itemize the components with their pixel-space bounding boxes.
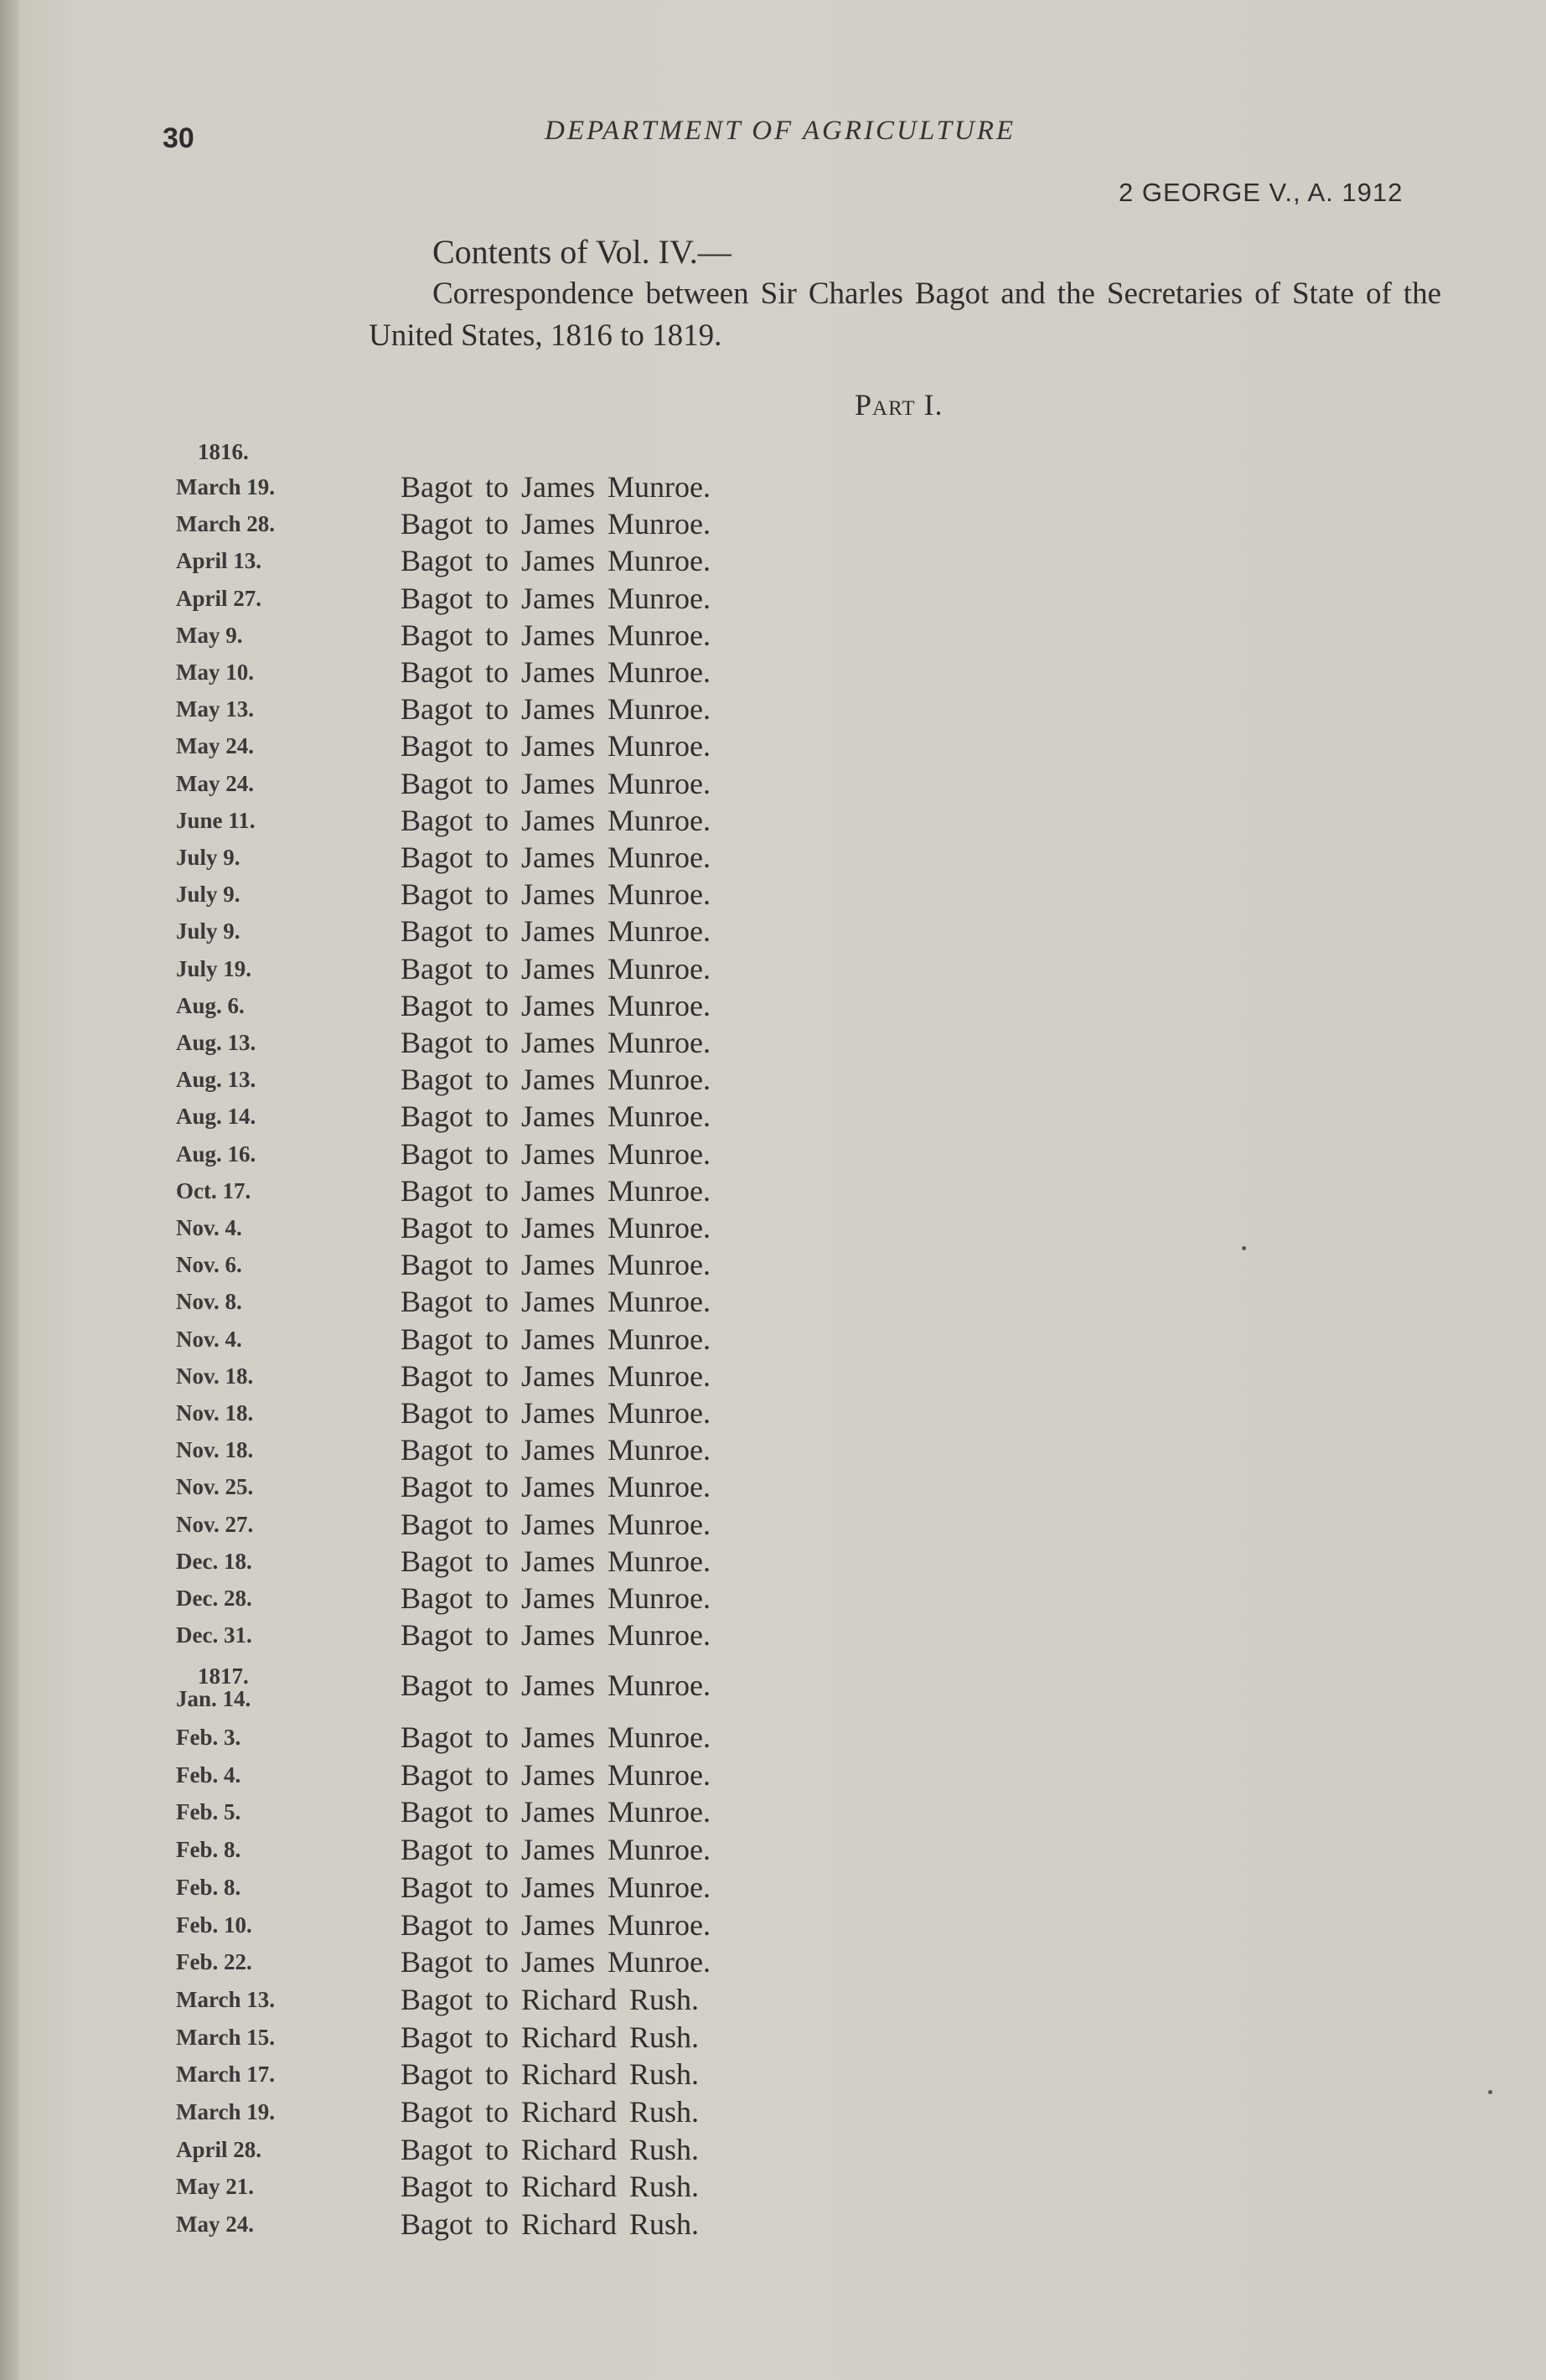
entry-date: May 10. <box>176 660 254 685</box>
entry-date: March 28. <box>176 511 275 537</box>
entry-text: Bagot to James Munroe. <box>401 1669 711 1702</box>
entry-date: Nov. 27. <box>176 1511 254 1537</box>
entry-text: Bagot to James Munroe. <box>401 1507 711 1541</box>
year-label-1816: 1816. <box>198 439 249 464</box>
entry-date: June 11. <box>176 807 256 833</box>
entry-date: May 21. <box>176 2174 254 2200</box>
entry-text: Bagot to James Munroe. <box>401 1099 711 1134</box>
entry-date: Feb. 8. <box>176 1874 241 1900</box>
entry-text: Bagot to Richard Rush. <box>401 2132 699 2166</box>
entry-text: Bagot to Richard Rush. <box>401 2095 699 2129</box>
entry-text: Bagot to James Munroe. <box>401 729 711 763</box>
entry-text: Bagot to James Munroe. <box>401 1173 711 1208</box>
entry-text: Bagot to James Munroe. <box>401 1581 711 1615</box>
entry-text: Bagot to James Munroe. <box>401 1470 711 1504</box>
entry-date: March 17. <box>176 2062 275 2088</box>
entry-date: Aug. 16. <box>176 1141 256 1167</box>
entry-date: May 13. <box>176 696 254 722</box>
entry-text: Bagot to Richard Rush. <box>401 2207 699 2242</box>
entry-date: Feb. 3. <box>176 1725 241 1750</box>
entry-date: March 19. <box>176 2099 275 2124</box>
contents-title: Contents of Vol. IV.— <box>432 233 732 271</box>
entry-text: Bagot to James Munroe. <box>401 1907 711 1942</box>
entry-text: Bagot to James Munroe. <box>401 1833 711 1867</box>
entry-text: Bagot to James Munroe. <box>401 692 711 727</box>
entry-text: Bagot to James Munroe. <box>401 1063 711 1097</box>
entry-date: July 9. <box>176 845 240 870</box>
entry-text: Bagot to James Munroe. <box>401 1322 711 1356</box>
entry-text: Bagot to Richard Rush. <box>401 2020 699 2054</box>
entry-text: Bagot to James Munroe. <box>401 1795 711 1829</box>
entry-date: April 28. <box>176 2136 262 2162</box>
entry-text: Bagot to James Munroe. <box>401 1248 711 1282</box>
entry-date: April 13. <box>176 548 262 574</box>
entry-date: Aug. 14. <box>176 1104 256 1130</box>
entry-date: March 13. <box>176 1986 275 2012</box>
entry-text: Bagot to James Munroe. <box>401 914 711 949</box>
entry-text: Bagot to James Munroe. <box>401 507 711 541</box>
entry-text: Bagot to James Munroe. <box>401 877 711 912</box>
entry-date: Aug. 13. <box>176 1030 256 1055</box>
entry-text: Bagot to James Munroe. <box>401 1396 711 1430</box>
year-label-1817: 1817. <box>198 1663 249 1689</box>
entry-text: Bagot to James Munroe. <box>401 1870 711 1904</box>
entry-text: Bagot to James Munroe. <box>401 766 711 800</box>
entry-text: Bagot to James Munroe. <box>401 470 711 504</box>
entry-date: Nov. 18. <box>176 1437 254 1463</box>
entry-date: Feb. 5. <box>176 1799 241 1825</box>
entry-text: Bagot to James Munroe. <box>401 1720 711 1754</box>
entry-date: Nov. 4. <box>176 1215 242 1240</box>
entry-date: Aug. 13. <box>176 1067 256 1093</box>
entry-date: Feb. 10. <box>176 1912 252 1938</box>
entry-date: Dec. 28. <box>176 1586 252 1611</box>
entry-text: Bagot to James Munroe. <box>401 1026 711 1059</box>
entry-text: Bagot to James Munroe. <box>401 618 711 652</box>
entry-date: Feb. 4. <box>176 1762 241 1788</box>
part-heading: Part I. <box>855 388 944 422</box>
entry-date: Nov. 6. <box>176 1252 242 1278</box>
entry-date: March 19. <box>176 474 275 499</box>
paper-speck <box>1488 2090 1492 2094</box>
entry-text: Bagot to James Munroe. <box>401 1136 711 1171</box>
running-head: DEPARTMENT OF AGRICULTURE <box>545 116 1016 146</box>
entry-text: Bagot to James Munroe. <box>401 988 711 1022</box>
entry-text: Bagot to James Munroe. <box>401 803 711 837</box>
entry-date: July 9. <box>176 882 240 908</box>
contents-description: Correspondence between Sir Charles Bagot and the Secretaries of State of the United States, 1816 to 1819. <box>369 277 1441 353</box>
entry-text: Bagot to James Munroe. <box>401 1285 711 1319</box>
entry-text: Bagot to James Munroe. <box>401 1544 711 1578</box>
entry-text: Bagot to James Munroe. <box>401 1358 711 1393</box>
entry-date: Feb. 22. <box>176 1949 252 1975</box>
entry-date: Dec. 31. <box>176 1622 252 1648</box>
paper-speck <box>1242 1246 1246 1250</box>
entry-text: Bagot to James Munroe. <box>401 841 711 874</box>
entry-date: Aug. 6. <box>176 992 245 1018</box>
entry-date: April 27. <box>176 585 262 611</box>
entry-date: March 15. <box>176 2024 275 2050</box>
entry-date: May 9. <box>176 622 243 648</box>
entry-text: Bagot to James Munroe. <box>401 655 711 689</box>
entry-text: Bagot to Richard Rush. <box>401 2057 699 2092</box>
entry-date: May 24. <box>176 2212 254 2238</box>
entry-text: Bagot to James Munroe. <box>401 581 711 615</box>
entry-date: July 9. <box>176 918 240 944</box>
entry-date: Nov. 4. <box>176 1326 242 1352</box>
entry-date: May 24. <box>176 770 254 796</box>
entry-date: Jan. 14. <box>176 1686 251 1711</box>
entry-text: Bagot to James Munroe. <box>401 1757 711 1792</box>
entry-date: Dec. 18. <box>176 1548 252 1574</box>
entry-date: Oct. 17. <box>176 1177 251 1203</box>
book-spine-shadow <box>0 0 18 2380</box>
entry-date: Feb. 8. <box>176 1837 241 1863</box>
page-number: 30 <box>163 122 194 154</box>
entry-text: Bagot to James Munroe. <box>401 951 711 986</box>
entry-date: Nov. 25. <box>176 1474 254 1500</box>
entry-date: Nov. 18. <box>176 1400 254 1425</box>
entry-text: Bagot to James Munroe. <box>401 1618 711 1653</box>
entry-text: Bagot to James Munroe. <box>401 1433 711 1467</box>
entry-text: Bagot to James Munroe. <box>401 1945 711 1979</box>
entry-date: July 19. <box>176 955 252 981</box>
entry-date: Nov. 8. <box>176 1289 242 1315</box>
entry-text: Bagot to James Munroe. <box>401 544 711 578</box>
session-label: 2 GEORGE V., A. 1912 <box>1119 178 1404 207</box>
entry-text: Bagot to Richard Rush. <box>401 1982 699 2016</box>
entry-date: Nov. 18. <box>176 1363 254 1389</box>
entry-text: Bagot to Richard Rush. <box>401 2170 699 2204</box>
entry-date: May 24. <box>176 733 254 759</box>
entry-text: Bagot to James Munroe. <box>401 1211 711 1244</box>
